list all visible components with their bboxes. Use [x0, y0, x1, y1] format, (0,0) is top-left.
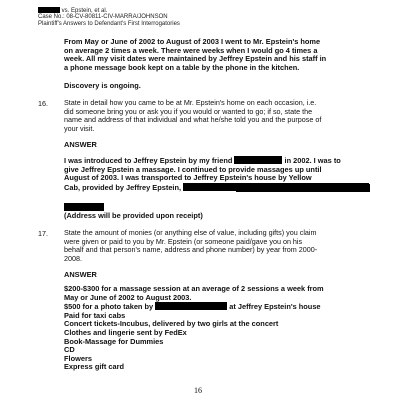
answer-line: give Jeffrey Epstein a massage. I continued to provide massages up until: [64, 164, 322, 174]
list-item: Flowers: [64, 353, 92, 363]
gift-list: [64, 312, 324, 372]
question-number: 16.: [38, 99, 48, 108]
list-item: Clothes and lingerie sent by FedEx: [64, 327, 187, 337]
prior-answer-line: a phone message book kept on a table by the phone in the kitchen.: [64, 62, 300, 72]
prior-answer: [64, 38, 326, 72]
question-line: State the amount of monies (or anything else of value, including gifts) you claim: [64, 228, 317, 237]
caption-parties: vs. Epstein, et al.: [61, 8, 108, 14]
question-line: behalf and that person's name, address and phone number) by year from 2000-: [64, 245, 318, 255]
prior-answer-line: on average 2 times a week. There were weeks when I would go 4 times a: [64, 45, 318, 55]
question-line: your visit.: [64, 123, 95, 133]
redaction-block: [38, 7, 60, 13]
list-item: Paid for taxi cabs: [64, 310, 126, 320]
redaction-block: [155, 302, 227, 310]
answer-text: $500 for a photo taken by: [64, 302, 154, 312]
answer-line: August of 2003. I was transported to Jeffrey Epstein's house by Yellow: [64, 173, 312, 183]
question-17-text: [64, 229, 317, 263]
question-16-text: [64, 99, 321, 133]
answer-text: in 2002. I was to: [284, 156, 341, 165]
redaction-block: [64, 203, 104, 211]
question-line: 2008.: [64, 253, 82, 263]
redaction-block: [234, 156, 282, 164]
redaction-block: [236, 184, 370, 192]
question-line: were given or paid to you by Mr. Epstein (or someone paid/gave you on his: [64, 236, 303, 246]
list-item: Concert tickets-Incubus, delivered by two girls at the concert: [64, 319, 279, 329]
question-number: 17.: [38, 229, 48, 238]
case-number: Case No.: 08-CV-80811-CIV-MARRA/JOHNSON: [38, 14, 168, 20]
answer-heading: ANSWER: [64, 140, 97, 149]
answer-text: I was introduced to Jeffrey Epstein by my friend: [64, 156, 233, 165]
answer-heading: ANSWER: [64, 270, 97, 279]
page-number: 16: [194, 386, 202, 395]
prior-answer-line: week. All my visit dates were maintained by Jeffrey Epstein and his staff in: [64, 54, 327, 64]
question-line: State in detail how you came to be at Mr. Epstein's home on each occasion, i.e.: [64, 98, 317, 107]
list-item: CD: [64, 345, 75, 355]
list-item: Express gift card: [64, 362, 124, 372]
address-note: (Address will be provided upon receipt): [64, 211, 203, 220]
answer-17-text: [64, 285, 324, 372]
question-line: did someone bring you or ask you if you would or wanted to go; if so, state the: [64, 106, 313, 116]
discovery-ongoing: Discovery is ongoing.: [64, 81, 141, 90]
question-line: name and address of that individual and what he/she told you and the purpose of: [64, 115, 322, 125]
prior-answer-line: From May or June of 2002 to August of 2003 I went to Mr. Epstein's home: [64, 37, 321, 46]
answer-text: at Jeffrey Epstein's house: [229, 302, 321, 312]
list-item: Book-Massage for Dummies: [64, 336, 164, 346]
document-title: Plaintiff's Answers to Defendant's First Interrogatories: [38, 21, 180, 27]
answer-text: Cab, provided by Jeffrey Epstein,: [64, 182, 182, 192]
answer-line: May or June of 2002 to August 2003.: [64, 292, 192, 302]
answer-line: $200-$300 for a massage session at an average of 2 sessions a week from: [64, 284, 324, 293]
